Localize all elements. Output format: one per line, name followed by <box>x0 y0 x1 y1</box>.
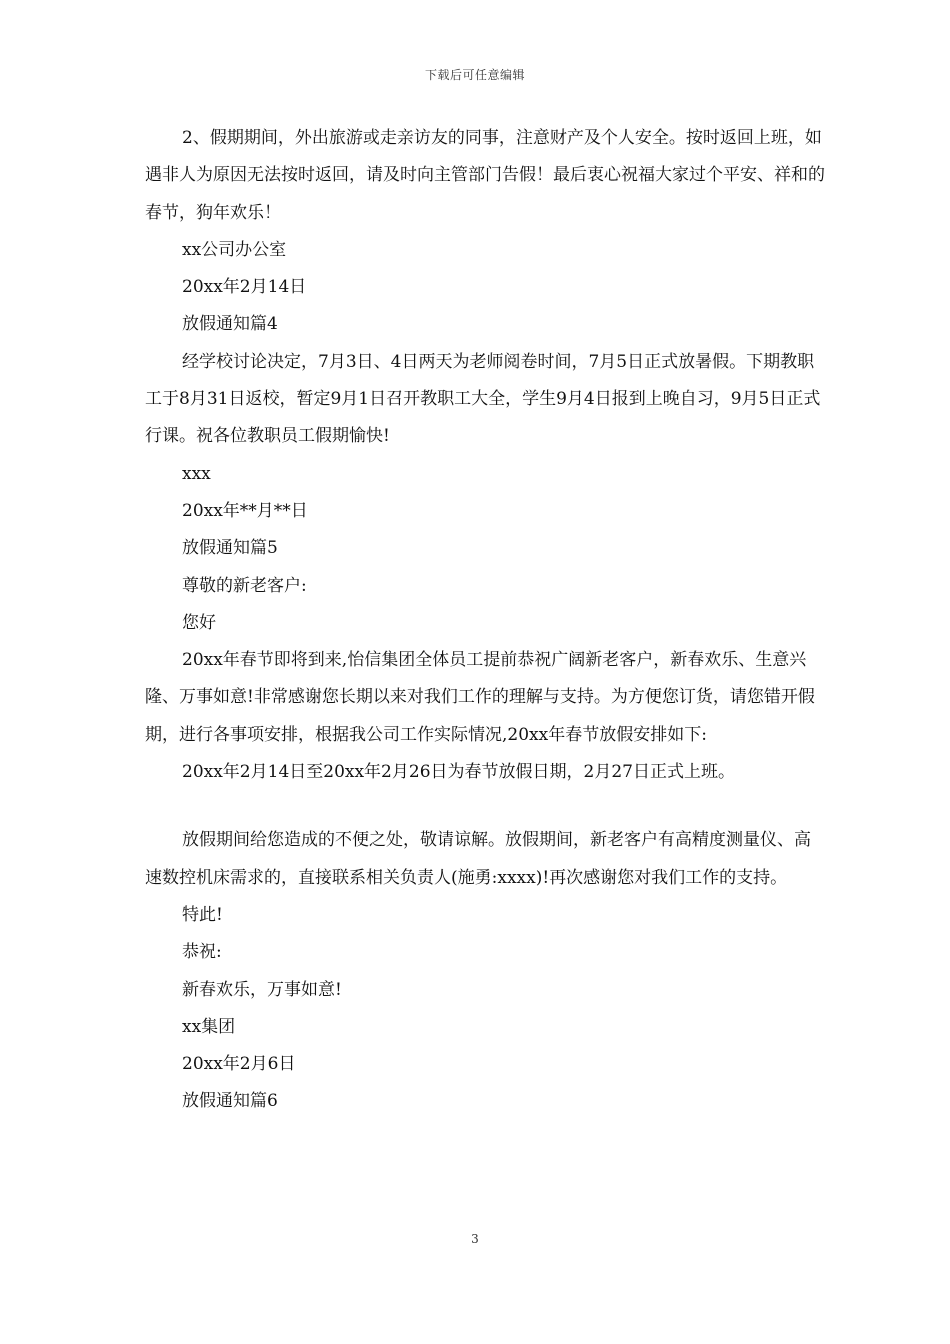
section-title-4: 放假通知篇4 <box>182 314 278 335</box>
date-line: 20xx年**月**日 <box>182 500 308 521</box>
paragraph-safety-notice: 2、假期期间，外出旅游或走亲访友的同事，注意财产及个人安全。按时返回上班，如遇非人为原因无法按时返回，请及时向主管部门告假！最后衷心祝福大家过个平安、祥和的春节，狗年欢乐！ <box>145 128 825 223</box>
date-line: 20xx年2月14日 <box>182 277 307 298</box>
page-header: 下载后可任意编辑 <box>424 68 525 82</box>
closing-wish: 恭祝: <box>182 942 222 963</box>
greeting-customers: 尊敬的新老客户: <box>182 575 307 596</box>
signature-office: xx公司办公室 <box>182 239 287 260</box>
paragraph-school-notice: 经学校讨论决定，7月3日、4日两天为老师阅卷时间，7月5日正式放暑假。下期教职工于8月31日返校，暂定9月1日召开教职工大全，学生9月4日报到上晚自习，9月5日正式行课。祝各位教职员工假期愉快! <box>145 351 821 447</box>
section-title-6: 放假通知篇6 <box>182 1091 278 1112</box>
paragraph-apology: 放假期间给您造成的不便之处，敬请谅解。放假期间，新老客户有高精度测量仪、高速数控机床需求的，直接联系相关负责人(施勇:xxxx)!再次感谢您对我们工作的支持。 <box>145 830 811 888</box>
signature-group: xx集团 <box>182 1016 236 1037</box>
greeting-hello: 您好 <box>182 612 216 633</box>
date-line: 20xx年2月6日 <box>182 1054 296 1075</box>
holiday-dates: 20xx年2月14日至20xx年2月26日为春节放假日期，2月27日正式上班。 <box>182 762 735 783</box>
signature-xxx: xxx <box>182 463 211 484</box>
paragraph-spring-festival: 20xx年春节即将到来,怡信集团全体员工提前恭祝广阔新老客户，新春欢乐、生意兴隆、万事如意!非常感谢您长期以来对我们工作的理解与支持。为方便您订货，请您错开假期，进行各事项安排，根据我公司工作实际情况,20xx年春节放假安排如下: <box>145 650 815 745</box>
section-title-5: 放假通知篇5 <box>182 538 278 559</box>
page-number: 3 <box>471 1232 479 1246</box>
closing-hereby: 特此! <box>182 904 223 925</box>
closing-blessing: 新春欢乐，万事如意! <box>182 979 342 1000</box>
blank-line <box>145 791 825 822</box>
document-body <box>145 120 825 1121</box>
